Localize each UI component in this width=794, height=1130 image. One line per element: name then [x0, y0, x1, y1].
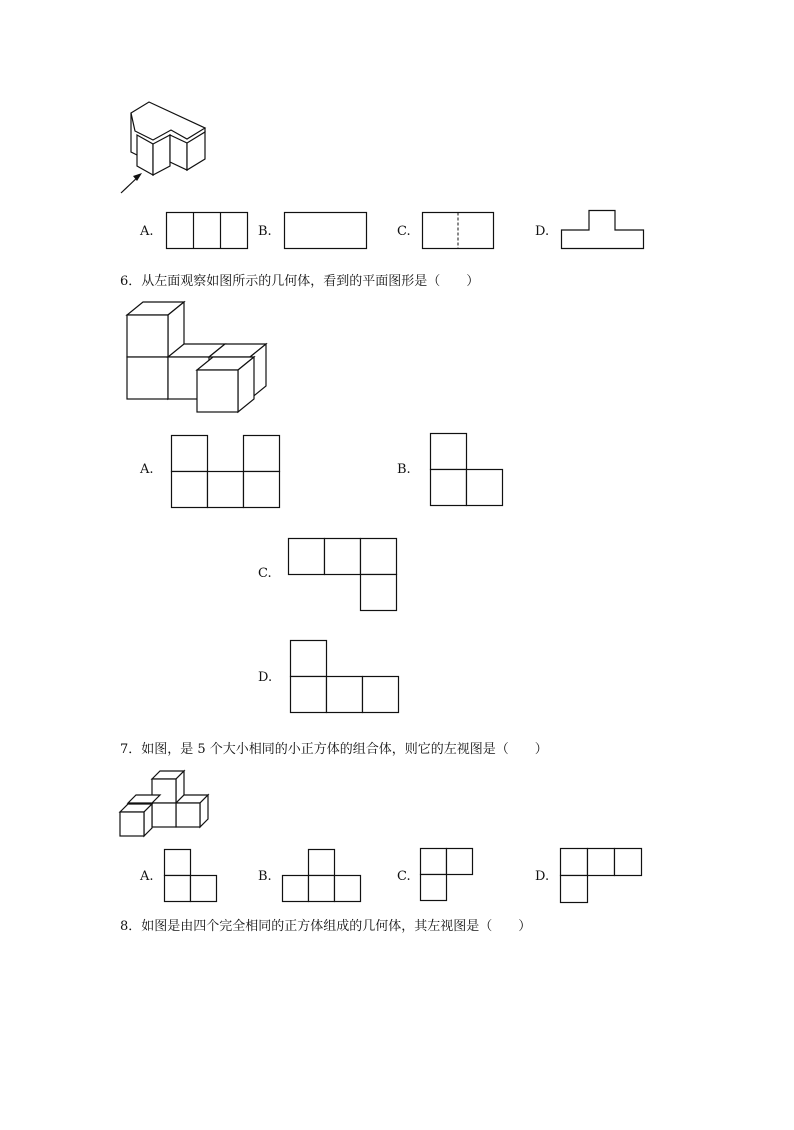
q5-option-d-label[interactable]: D.: [535, 224, 550, 239]
q5-option-a-label[interactable]: A.: [140, 224, 154, 239]
q7-option-c-figure[interactable]: [420, 848, 480, 908]
q6-option-c-figure[interactable]: [288, 538, 408, 618]
q5-option-c-label[interactable]: C.: [397, 224, 411, 239]
q7-option-d-figure[interactable]: [560, 848, 650, 908]
q5-option-b-figure[interactable]: [284, 212, 374, 252]
q8-question-text: 8．如图是由四个完全相同的正方体组成的几何体，其左视图是（ ）: [120, 919, 532, 934]
q6-option-a-figure[interactable]: [171, 435, 291, 515]
q6-option-d-figure[interactable]: [290, 640, 410, 720]
q7-option-a-label[interactable]: A.: [140, 869, 154, 884]
q6-question-text: 6．从左面观察如图所示的几何体，看到的平面图形是（ ）: [120, 274, 480, 289]
q7-option-b-figure[interactable]: [282, 849, 372, 909]
q7-option-a-figure[interactable]: [164, 849, 224, 909]
q5-option-c-figure[interactable]: [422, 212, 502, 252]
q5-option-a-figure[interactable]: [166, 212, 256, 252]
q7-option-c-label[interactable]: C.: [397, 869, 411, 884]
q7-option-d-label[interactable]: D.: [535, 869, 550, 884]
q6-option-a-label[interactable]: A.: [140, 462, 154, 477]
q7-option-b-label[interactable]: B.: [258, 869, 272, 884]
q6-option-d-label[interactable]: D.: [258, 670, 273, 685]
q7-question-text: 7．如图，是 5 个大小相同的小正方体的组合体，则它的左视图是（ ）: [120, 742, 548, 757]
q6-option-c-label[interactable]: C.: [258, 566, 272, 581]
q5-option-b-label[interactable]: B.: [258, 224, 272, 239]
q5-option-d-figure[interactable]: [561, 210, 651, 250]
q6-option-b-label[interactable]: B.: [397, 462, 411, 477]
q6-option-b-figure[interactable]: [430, 433, 510, 513]
